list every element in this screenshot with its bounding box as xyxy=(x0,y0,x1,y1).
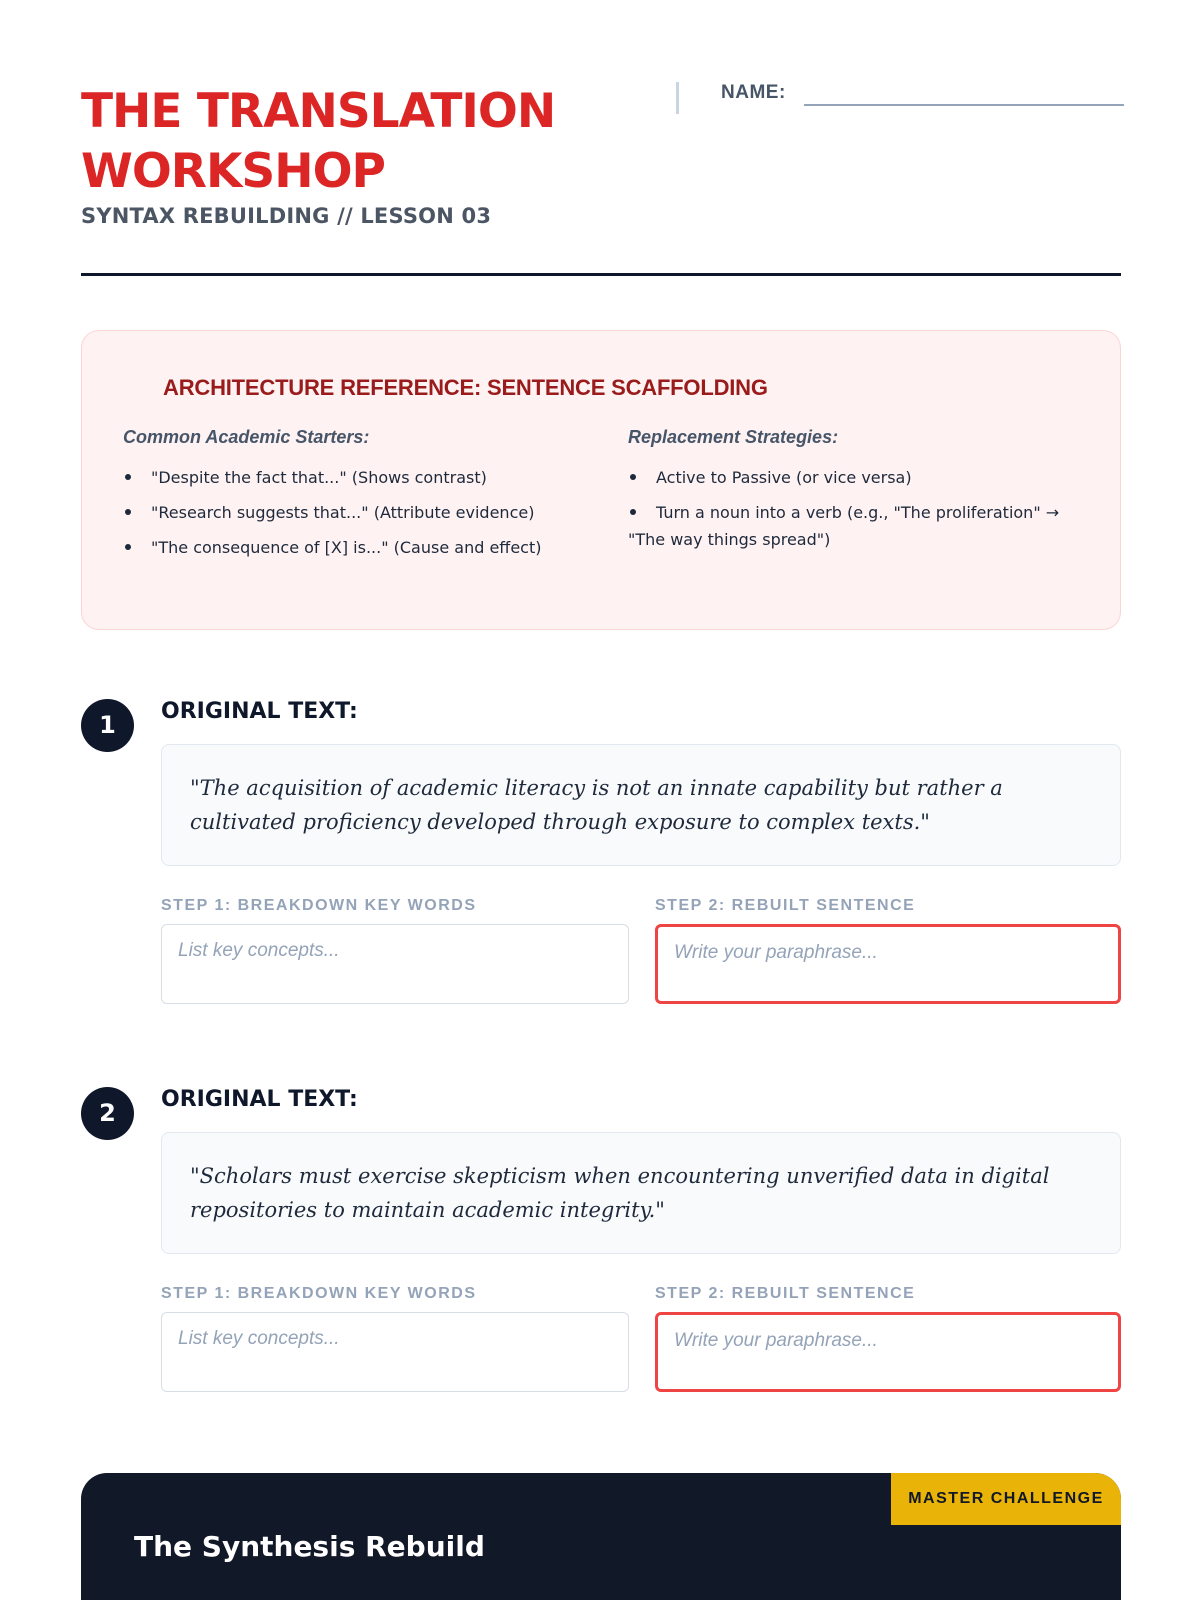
master-challenge-badge: MASTER CHALLENGE xyxy=(891,1473,1121,1525)
strategies-list xyxy=(628,464,1083,553)
reference-column-heading: Common Academic Starters: xyxy=(123,427,370,447)
worksheet-header xyxy=(81,82,1121,272)
master-challenge-panel xyxy=(81,1473,1121,1600)
key-words-input[interactable]: List key concepts... xyxy=(161,924,629,1004)
step2-label: STEP 2: REBUILT SENTENCE xyxy=(655,1285,916,1302)
list-item-text: "Research suggests that..." (Attribute evidence) xyxy=(151,503,535,522)
list-item xyxy=(628,464,1083,491)
step2-label: STEP 2: REBUILT SENTENCE xyxy=(655,897,916,914)
original-text-quote: "The acquisition of academic literacy is not an innate capability but rather a cultivated proficiency developed through exposure to complex texts." xyxy=(161,744,1121,866)
list-item xyxy=(123,499,573,526)
list-item-text: "The consequence of [X] is..." (Cause and effect) xyxy=(151,538,542,557)
reference-panel xyxy=(81,330,1121,630)
bullet-icon xyxy=(125,544,131,550)
name-label: NAME: xyxy=(721,82,786,103)
reference-column-starters xyxy=(123,427,573,569)
original-text-quote: "Scholars must exercise skepticism when encountering unverified data in digital repositories to maintain academic integrity." xyxy=(161,1132,1121,1254)
list-item-text: Turn a noun into a verb (e.g., "The proliferation" → "The way things spread") xyxy=(628,503,1060,549)
list-item xyxy=(123,464,573,491)
list-item-text: Active to Passive (or vice versa) xyxy=(656,468,912,487)
starters-list xyxy=(123,464,573,561)
bullet-icon xyxy=(125,474,131,480)
list-item xyxy=(628,499,1083,553)
page-subtitle: SYNTAX REBUILDING // LESSON 03 xyxy=(81,204,492,228)
header-divider xyxy=(81,273,1121,276)
bullet-icon xyxy=(630,509,636,515)
step1-label: STEP 1: BREAKDOWN KEY WORDS xyxy=(161,1285,477,1302)
step1-label: STEP 1: BREAKDOWN KEY WORDS xyxy=(161,897,477,914)
page-title: THE TRANSLATION WORKSHOP xyxy=(81,84,556,199)
name-field-area xyxy=(676,82,1121,114)
reference-column-heading: Replacement Strategies: xyxy=(628,427,839,447)
paraphrase-input[interactable]: Write your paraphrase... xyxy=(655,1312,1121,1392)
list-item-text: "Despite the fact that..." (Shows contrast) xyxy=(151,468,487,487)
paraphrase-input[interactable]: Write your paraphrase... xyxy=(655,924,1121,1004)
reference-column-strategies xyxy=(628,427,1083,561)
original-text-label: ORIGINAL TEXT: xyxy=(161,699,358,724)
list-item xyxy=(123,534,573,561)
question-number-badge: 2 xyxy=(81,1087,134,1140)
bullet-icon xyxy=(630,474,636,480)
question-number-badge: 1 xyxy=(81,699,134,752)
name-input-line[interactable] xyxy=(804,104,1124,106)
challenge-title: The Synthesis Rebuild xyxy=(134,1530,485,1563)
reference-title: ARCHITECTURE REFERENCE: SENTENCE SCAFFOLDING xyxy=(163,375,768,400)
original-text-label: ORIGINAL TEXT: xyxy=(161,1087,358,1112)
key-words-input[interactable]: List key concepts... xyxy=(161,1312,629,1392)
bullet-icon xyxy=(125,509,131,515)
